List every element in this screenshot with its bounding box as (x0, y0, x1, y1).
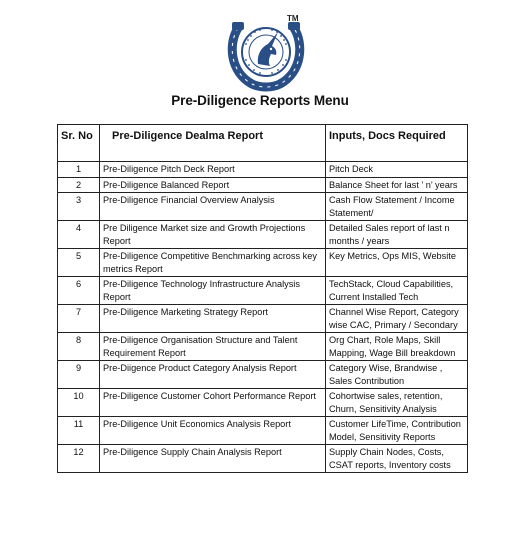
table-row (58, 389, 468, 417)
row-report-name: Pre-Diligence Pitch Deck Report (100, 162, 326, 178)
row-report-name: Pre Diligence Market size and Growth Projections Report (100, 221, 326, 249)
row-sr-number: 9 (58, 361, 100, 389)
row-sr-number: 7 (58, 305, 100, 333)
row-report-name: Pre-Diligence Technology Infrastructure Analysis Report (100, 277, 326, 305)
row-report-name: Pre-Diligence Supply Chain Analysis Report (100, 445, 326, 473)
table-row (58, 333, 468, 361)
row-sr-number: 3 (58, 193, 100, 221)
row-inputs-required: Detailed Sales report of last n months / years (326, 221, 468, 249)
row-sr-number: 10 (58, 389, 100, 417)
row-inputs-required: Channel Wise Report, Category wise CAC, Primary / Secondary (326, 305, 468, 333)
row-inputs-required: Category Wise, Brandwise , Sales Contribution (326, 361, 468, 389)
table-row (58, 177, 468, 193)
row-report-name: Pre-Diligence Unit Economics Analysis Report (100, 417, 326, 445)
column-header-inputs: Inputs, Docs Required (326, 125, 468, 162)
table-body (58, 162, 468, 473)
row-sr-number: 8 (58, 333, 100, 361)
table-header-row (58, 125, 468, 162)
row-sr-number: 1 (58, 162, 100, 178)
row-sr-number: 6 (58, 277, 100, 305)
row-inputs-required: Balance Sheet for last ’ n’ years (326, 177, 468, 193)
column-header-report: Pre-Diligence Dealma Report (100, 125, 326, 162)
page-title: Pre-Diligence Reports Menu (171, 93, 349, 108)
trademark-mark: TM (287, 14, 299, 23)
table-row (58, 193, 468, 221)
table-row (58, 305, 468, 333)
row-inputs-required: TechStack, Cloud Capabilities, Current Installed Tech (326, 277, 468, 305)
row-sr-number: 12 (58, 445, 100, 473)
table-row (58, 445, 468, 473)
row-inputs-required: Cash Flow Statement / Income Statement/ (326, 193, 468, 221)
row-report-name: Pre-Diligence Marketing Strategy Report (100, 305, 326, 333)
column-header-sr-no: Sr. No (58, 125, 100, 162)
row-sr-number: 5 (58, 249, 100, 277)
table-row (58, 162, 468, 178)
row-report-name: Pre-Diligence Competitive Benchmarking across key metrics Report (100, 249, 326, 277)
row-sr-number: 4 (58, 221, 100, 249)
table-row (58, 221, 468, 249)
row-sr-number: 11 (58, 417, 100, 445)
table-row (58, 361, 468, 389)
table-row (58, 249, 468, 277)
row-inputs-required: Supply Chain Nodes, Costs, CSAT reports, Inventory costs (326, 445, 468, 473)
unicorn-logo-icon (224, 14, 308, 96)
table-row (58, 277, 468, 305)
table-row (58, 417, 468, 445)
row-inputs-required: Key Metrics, Ops MIS, Website (326, 249, 468, 277)
row-inputs-required: Cohortwise sales, retention, Churn, Sensitivity Analysis (326, 389, 468, 417)
row-report-name: Pre-Diligence Organisation Structure and Talent Requirement Report (100, 333, 326, 361)
row-inputs-required: Customer LifeTime, Contribution Model, Sensitivity Reports (326, 417, 468, 445)
row-sr-number: 2 (58, 177, 100, 193)
row-report-name: Pre-Diligence Customer Cohort Performance Report (100, 389, 326, 417)
row-inputs-required: Org Chart, Role Maps, Skill Mapping, Wage Bill breakdown (326, 333, 468, 361)
row-report-name: Pre-Diligence Balanced Report (100, 177, 326, 193)
row-inputs-required: Pitch Deck (326, 162, 468, 178)
row-report-name: Pre-Diligence Financial Overview Analysis (100, 193, 326, 221)
row-report-name: Pre-Diigence Product Category Analysis Report (100, 361, 326, 389)
reports-table (57, 124, 468, 473)
